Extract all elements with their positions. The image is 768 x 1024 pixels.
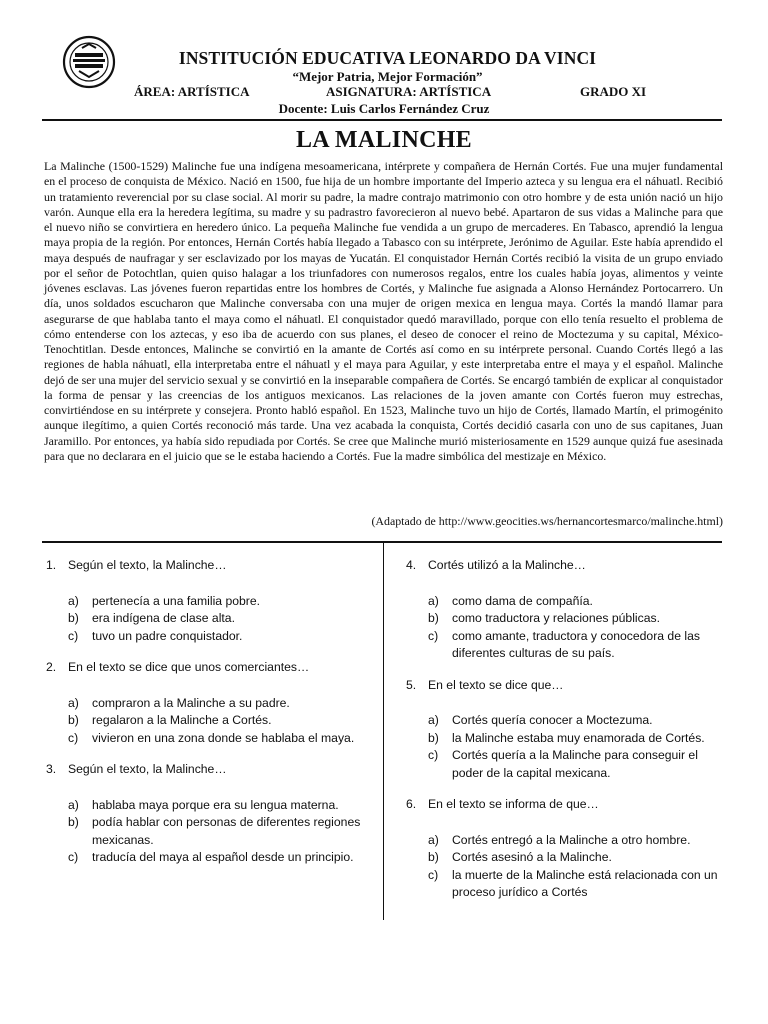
option-letter: c) (68, 628, 79, 643)
option-text: Cortés entregó a la Malinche a otro hombre. (452, 832, 691, 847)
source-citation: (Adaptado de http://www.geocities.ws/hernancortesmarco/malinche.html) (371, 514, 723, 528)
question-item (46, 557, 376, 645)
questions-column-right (406, 557, 726, 902)
question-number: 2. (46, 660, 57, 674)
option-text: tuvo un padre conquistador. (92, 628, 243, 643)
question-number: 6. (406, 797, 417, 811)
question-text: Según el texto, la Malinche… (68, 558, 227, 572)
answer-option (428, 730, 726, 748)
question-prompt (406, 796, 726, 814)
teacher-name: Docente: Luis Carlos Fernández Cruz (278, 101, 490, 116)
institution-motto: “Mejor Patria, Mejor Formación” (292, 69, 483, 84)
answer-option (68, 797, 376, 815)
answer-option (428, 747, 726, 782)
option-letter: b) (68, 815, 79, 829)
answer-option (428, 849, 726, 867)
answer-option (68, 730, 376, 748)
answer-option (428, 712, 726, 730)
answer-option (428, 610, 726, 628)
question-text: En el texto se informa de que… (428, 797, 599, 811)
answer-option (428, 593, 726, 611)
option-text: la Malinche estaba muy enamorada de Cortés. (452, 730, 705, 745)
question-prompt (406, 677, 726, 695)
option-letter: c) (428, 628, 439, 643)
question-text: Cortés utilizó a la Malinche… (428, 558, 586, 572)
question-item (46, 659, 376, 747)
question-prompt (46, 557, 376, 575)
question-item (406, 796, 726, 902)
option-letter: c) (428, 748, 439, 762)
question-number: 1. (46, 558, 57, 572)
option-text: como dama de compañía. (452, 593, 593, 608)
option-letter: b) (68, 713, 79, 727)
school-logo-icon (62, 35, 116, 89)
option-text: como amante, traductora y conocedora de las diferentes culturas de su país. (452, 628, 700, 660)
answer-option (68, 610, 376, 628)
questions-divider (42, 541, 722, 543)
page-title: LA MALINCHE (296, 127, 472, 153)
option-text: traducía del maya al español desde un principio. (92, 850, 354, 864)
option-text: Cortés quería a la Malinche para conseguir el poder de la capital mexicana. (452, 748, 698, 780)
document-header (120, 48, 655, 85)
option-text: vivieron en una zona donde se hablaba el maya. (92, 730, 355, 745)
subject-label: ASIGNATURA: ARTÍSTICA (326, 84, 492, 99)
answer-option (68, 849, 376, 867)
column-divider (383, 543, 384, 920)
institution-name: INSTITUCIÓN EDUCATIVA LEONARDO DA VINCI (178, 48, 597, 68)
option-text: hablaba maya porque era su lengua materna. (92, 797, 339, 812)
option-letter: b) (68, 611, 79, 625)
option-letter: a) (428, 593, 439, 608)
reading-passage: La Malinche (1500-1529) Malinche fue una indígena mesoamericana, intérprete y compañera de Hernán Cortés. Fue una mujer fundamental en el proceso de conquista de México. Nació en 1500, fue hija de un hombre importante del Imperio azteca y su lengua era el náhuatl. Recibió un tratamiento reverencial por su clase social. Al morir su padre, la madre contrajo matrimonio con otro hombre y de esta unión nació un hijo varón. Aunque ella era la heredera legítima, su madre y su padrastro favorecieron al nuevo bebé. Apartaron de sus vidas a Malinche para que el nuevo niño se convirtiera en heredero único. La pequeña Malinche fue vendida a un grupo de mercaderes. En Tabasco, aprendió la lengua maya propia de la región. Por entonces, Hernán Cortés había llegado a Tabasco con su intérprete, Jerónimo de Aguilar. Este había aprendido el maya después de naufragar y ser esclavizado por los mayas de Yucatán. El conquistador Hernán Cortés recibió la visita de un grupo enviado por el señor de Potochtlan, quien quiso halagar a los triunfadores con numerosos regalos, entre los cuales había joyas, alimentos y veinte jóvenes esclavas. Las jóvenes fueron repartidas entre los hombres de Cortés, y Malinche fue asignada a Alonso Hernández Portocarrero. Un día, unos soldados escucharon que Malinche conversaba con una mujer de origen mexica en lengua maya. Cortés la mandó llamar para asegurarse de que hablaba tanto el maya como el náhuatl. El conquistador quedó maravillado, porque con ello tenía resuelto el problema de cómo entenderse con los aztecas, y eso iba de acuerdo con sus planes, el deseo de conocer el reino de Moctezuma y su capital, México-Tenochtitlan. Desde entonces, Malinche se convirtió en la amante de Cortés así como en su intérprete personal. Cuando Cortés llegó a las regiones de habla náhuatl, ella interpretaba entre el náhuatl y el maya para Aguilar, y este interpretaba entre el maya y el español. Malinche dejó de ser una mujer del servicio sexual y se convirtió en la inseparable compañera de Cortés. Se encargó también de explicar al conquistador la forma de pensar y las creencias de los antiguos mexicanos. Las relaciones de la joven amante con Cortés fueron muy estrechas, convirtiéndose en su intérprete y consejera. Pronto habló español. En 1523, Malinche tuvo un hijo de Cortés, llamado Martín, el primogénito aunque ilegítimo, a quien Cortés reconoció más tarde. Una vez acabada la conquista, Cortés decidió casarla con uno de sus capitanes, Juan Jaramillo. Por entonces, ya había sido repudiada por Cortés. Se cree que Malinche murió misteriosamente en 1529 aunque quizá fue asesinada para que no declarara en el juicio que se le estaba haciendo a Cortés. Fue la madre simbólica del mestizaje en México. (44, 159, 723, 463)
option-letter: c) (68, 850, 79, 864)
answer-option (68, 628, 376, 646)
option-letter: a) (68, 695, 79, 710)
option-text: la muerte de la Malinche está relacionada con un proceso jurídico a Cortés (452, 867, 718, 899)
option-text: Cortés asesinó a la Malinche. (452, 850, 612, 864)
option-letter: c) (68, 730, 79, 745)
answer-option (428, 867, 726, 902)
question-item (46, 761, 376, 867)
option-letter: a) (68, 797, 79, 812)
answer-option (68, 814, 376, 849)
option-letter: a) (428, 832, 439, 847)
option-letter: c) (428, 867, 439, 882)
answer-option (68, 712, 376, 730)
option-text: como traductora y relaciones públicas. (452, 611, 660, 625)
question-text: Según el texto, la Malinche… (68, 762, 227, 776)
question-item (406, 677, 726, 783)
option-text: pertenecía a una familia pobre. (92, 593, 261, 608)
area-label: ÁREA: ARTÍSTICA (134, 84, 250, 99)
option-letter: b) (428, 730, 439, 745)
question-prompt (46, 761, 376, 779)
option-text: Cortés quería conocer a Moctezuma. (452, 713, 653, 727)
option-text: compraron a la Malinche a su padre. (92, 695, 290, 710)
option-text: era indígena de clase alta. (92, 611, 235, 625)
question-prompt (46, 659, 376, 677)
question-number: 5. (406, 677, 417, 692)
header-divider (42, 119, 722, 121)
grade-label: GRADO XI (580, 84, 647, 99)
option-letter: a) (68, 593, 79, 608)
option-letter: a) (428, 713, 439, 727)
question-number: 4. (406, 558, 417, 572)
question-text: En el texto se dice que unos comerciantes… (68, 660, 310, 674)
option-letter: b) (428, 611, 439, 625)
question-number: 3. (46, 762, 57, 776)
question-item (406, 557, 726, 663)
answer-option (428, 832, 726, 850)
questions-column-left (46, 557, 376, 867)
question-prompt (406, 557, 726, 575)
option-text: regalaron a la Malinche a Cortés. (92, 713, 272, 727)
answer-option (68, 593, 376, 611)
answer-option (68, 695, 376, 713)
option-letter: b) (428, 850, 439, 864)
option-text: podía hablar con personas de diferentes regiones mexicanas. (92, 815, 361, 847)
answer-option (428, 628, 726, 663)
question-text: En el texto se dice que… (428, 677, 564, 692)
